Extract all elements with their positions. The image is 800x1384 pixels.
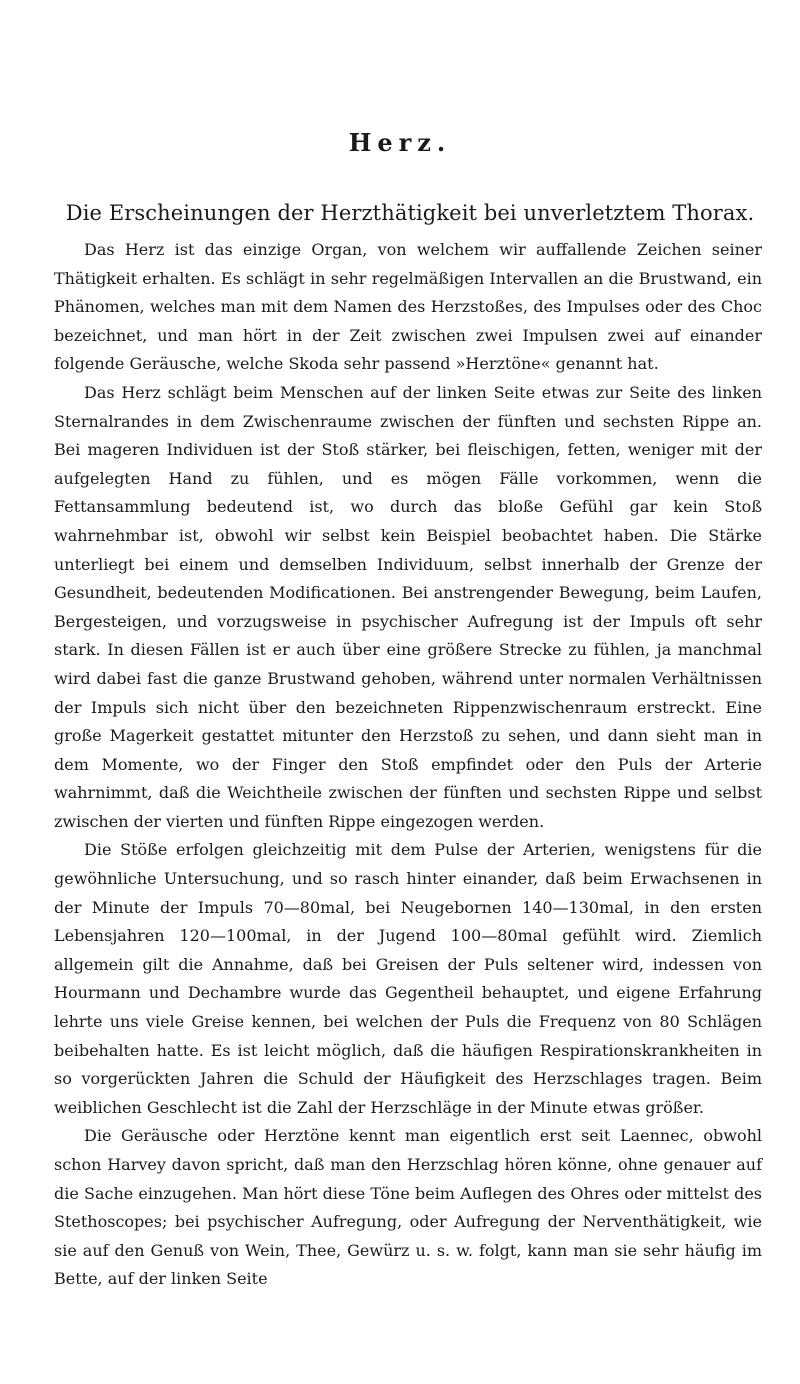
running-head: Herz. (348, 128, 452, 157)
body-text (54, 236, 762, 1294)
paragraph: Die Stöße erfolgen gleichzeitig mit dem Pulse der Arterien, wenigstens für die gewöhnliche Untersuchung, und so rasch hinter einander, daß beim Erwachsenen in der Minute der Impuls 70—80mal, bei Neugebornen 140—130mal, in den ersten Lebensjahren 120—100mal, in der Jugend 100—80mal gefühlt wird. Ziemlich allgemein gilt die Annahme, daß bei Greisen der Puls seltener wird, indessen von Hourmann und Dechambre wurde das Gegentheil behauptet, und eigene Erfahrung lehrte uns viele Greise kennen, bei welchen der Puls die Frequenz von 80 Schlägen beibehalten hatte. Es ist leicht möglich, daß die häufigen Respirationskrankheiten in so vorgerückten Jahren die Schuld der Häufigkeit des Herzschlages tragen. Beim weiblichen Geschlecht ist die Zahl der Herzschläge in der Minute etwas größer. (54, 840, 762, 1117)
paragraph: Die Geräusche oder Herztöne kennt man eigentlich erst seit Laennec, obwohl schon Harvey davon spricht, daß man den Herzschlag hören könne, ohne genauer auf die Sache einzugehen. Man hört diese Töne beim Auflegen des Ohres oder mittelst des Stethoscopes; bei psychischer Aufregung, oder Aufregung der Nerventhätigkeit, wie sie auf den Genuß von Wein, Thee, Gewürz u. s. w. folgt, kann man sie sehr häufig im Bette, auf der linken Seite (54, 1126, 762, 1289)
paragraph: Das Herz schlägt beim Menschen auf der linken Seite etwas zur Seite des linken Sternalrandes in dem Zwischenraume zwischen der fünften und sechsten Rippe an. Bei mageren Individuen ist der Stoß stärker, bei fleischigen, fetten, weniger mit der aufgelegten Hand zu fühlen, und es mögen Fälle vorkommen, wenn die Fettansammlung bedeutend ist, wo durch das bloße Gefühl gar kein Stoß wahrnehmbar ist, obwohl wir selbst kein Beispiel beobachtet haben. Die Stärke unterliegt bei einem und demselben Individuum, selbst innerhalb der Grenze der Gesundheit, bedeutenden Modificationen. Bei anstrengender Bewegung, beim Laufen, Bergesteigen, und vorzugsweise in psychischer Aufregung ist der Impuls oft sehr stark. In diesen Fällen ist er auch über eine größere Strecke zu fühlen, ja manchmal wird dabei fast die ganze Brustwand gehoben, während unter normalen Verhältnissen der Impuls sich nicht über den bezeichneten Rippenzwischenraum erstreckt. Eine große Magerkeit gestattet mitunter den Herzstoß zu sehen, und dann sieht man in dem Momente, wo der Finger den Stoß empfindet oder den Puls der Arterie wahrnimmt, daß die Weichtheile zwischen der fünften und sechsten Rippe und selbst zwischen der vierten und fünften Rippe eingezogen werden. (54, 382, 762, 831)
paragraph: Das Herz ist das einzige Organ, von welchem wir auffallende Zeichen seiner Thätigkeit erhalten. Es schlägt in sehr regelmäßigen Intervallen an die Brustwand, ein Phänomen, welches man mit dem Namen des Herzstoßes, des Impulses oder des Choc bezeichnet, und man hört in der Zeit zwischen zwei Impulsen zwei auf einander folgende Geräusche, welche Skoda sehr passend »Herztöne« genannt hat. (54, 240, 762, 374)
section-title: Die Erscheinungen der Herzthätigkeit bei unverletztem Thorax. (65, 201, 755, 225)
